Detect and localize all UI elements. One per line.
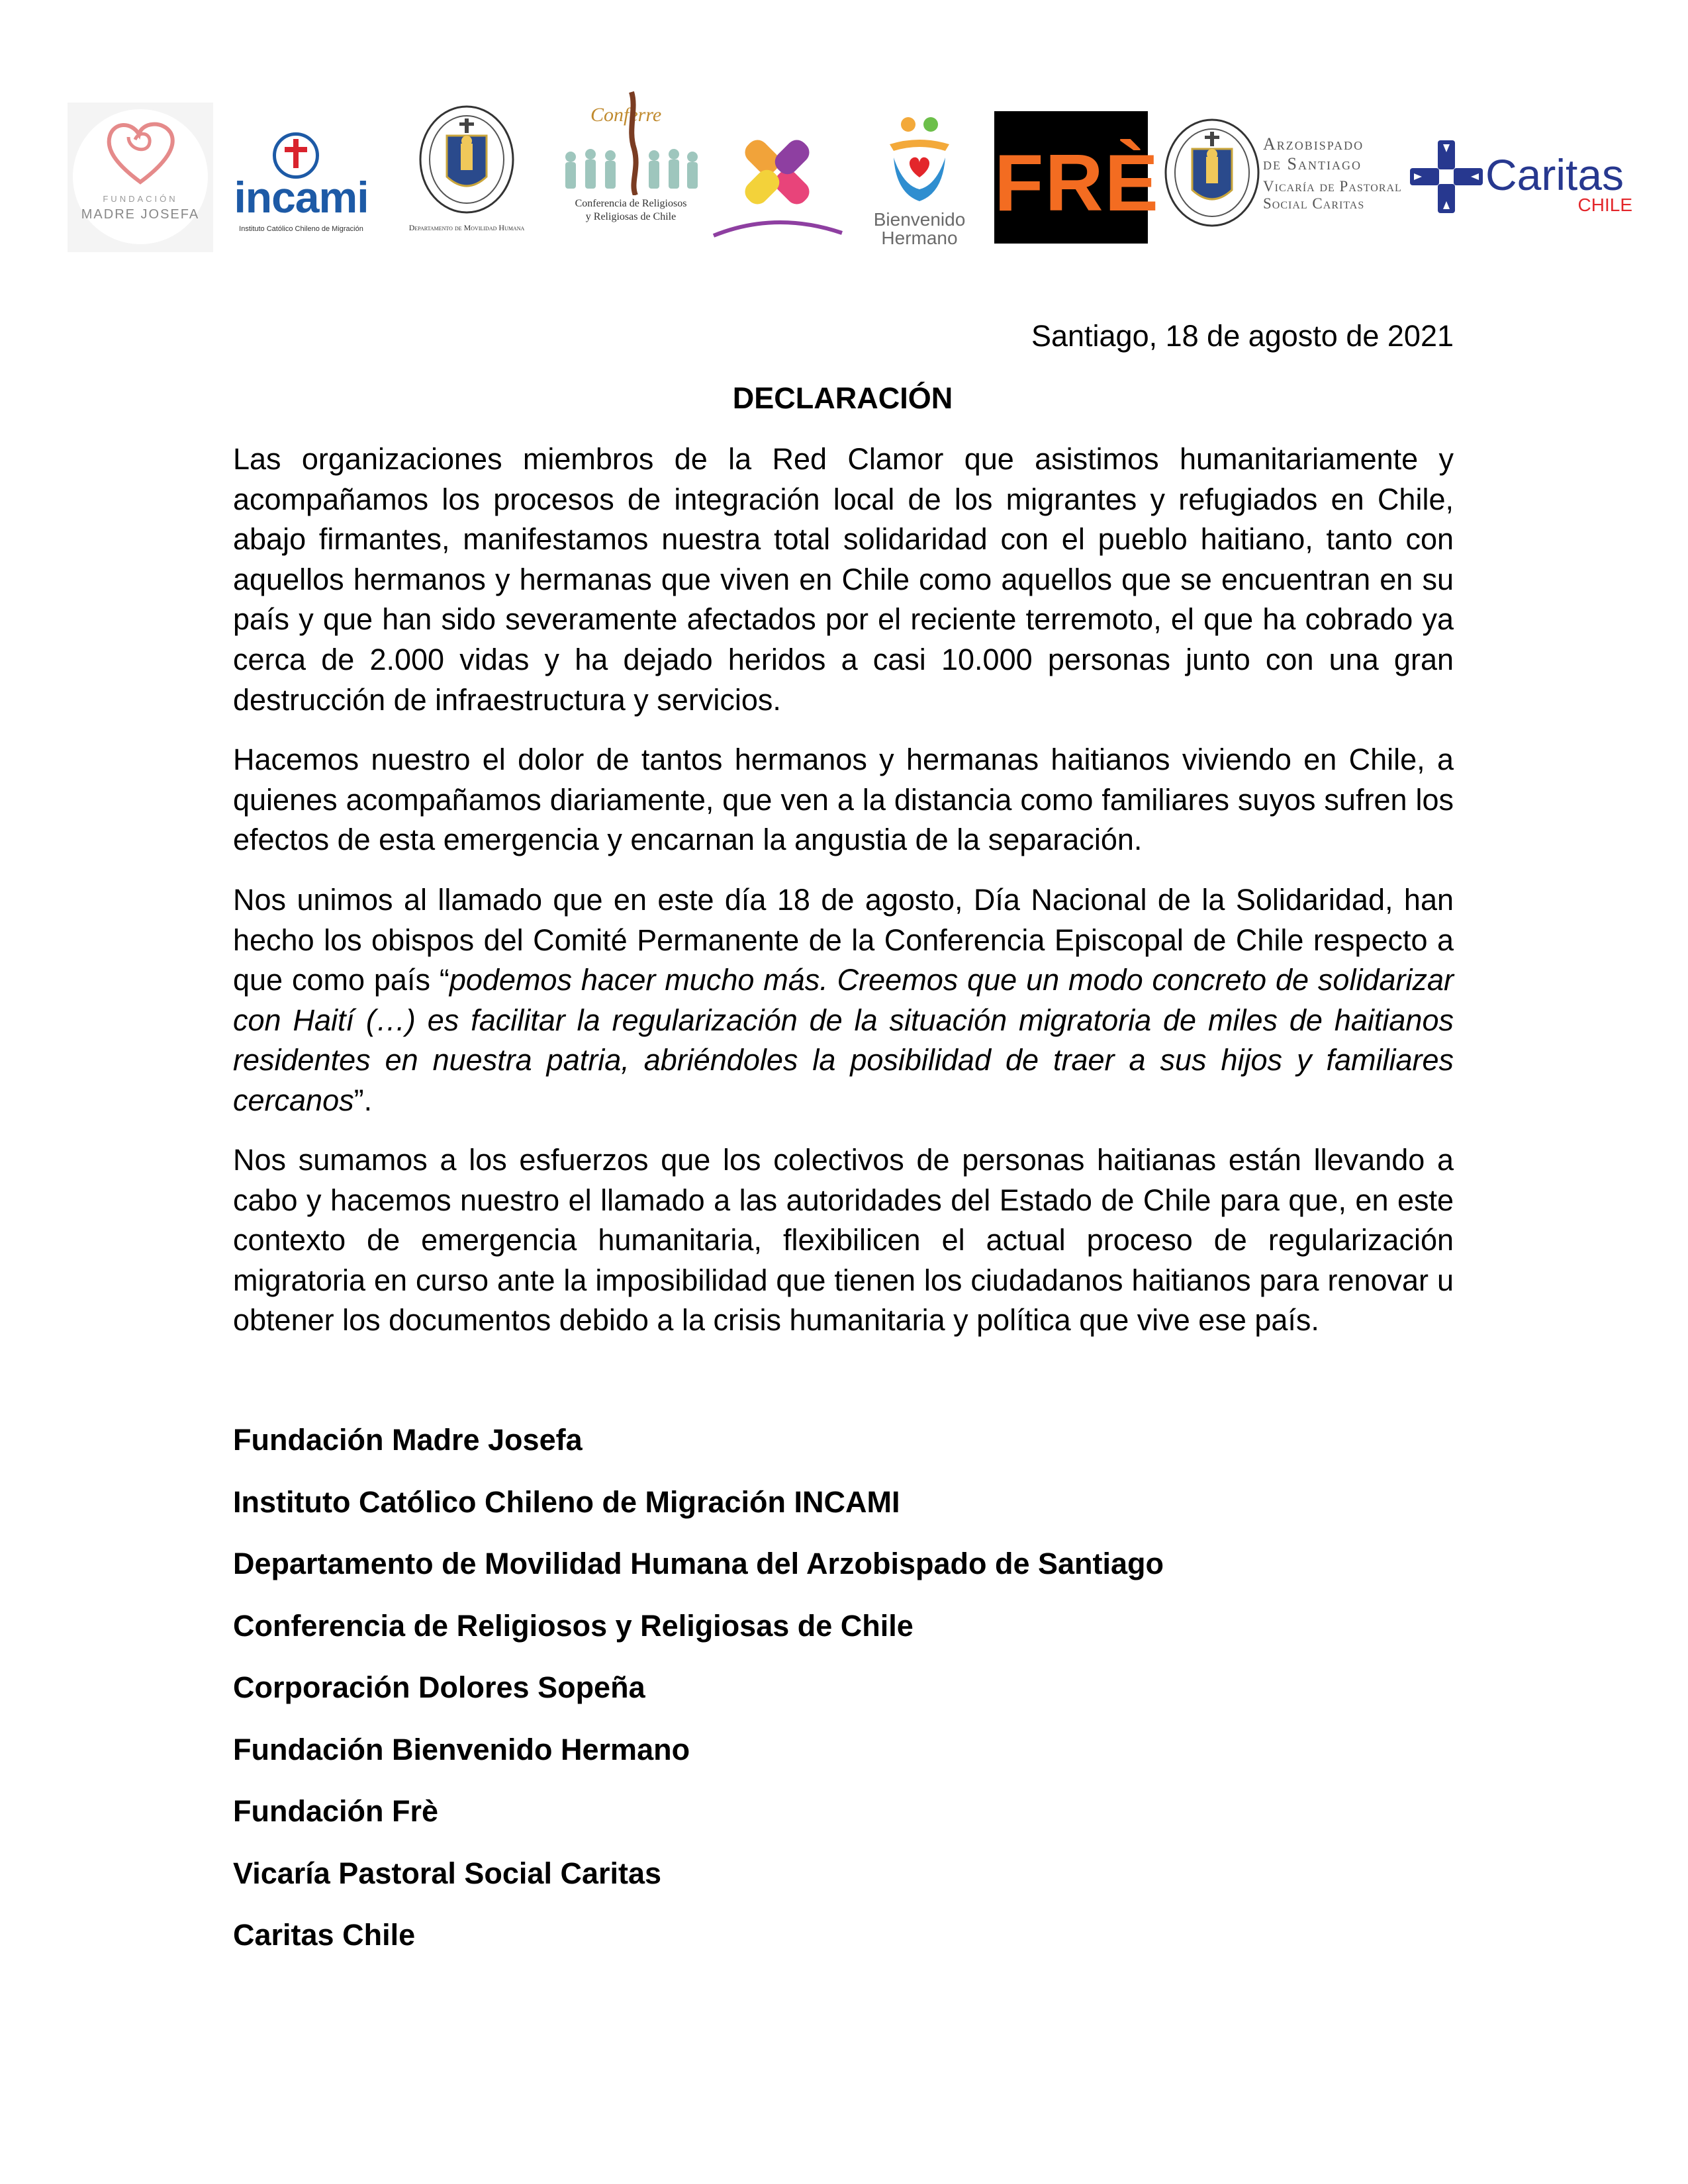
caritas-country: CHILE bbox=[1577, 195, 1632, 215]
logo-incami bbox=[222, 126, 380, 242]
signatory: Corporación Dolores Sopeña bbox=[233, 1670, 645, 1704]
signatory: Vicaría Pastoral Social Caritas bbox=[233, 1856, 662, 1890]
heart-icon bbox=[102, 117, 179, 186]
caritas-wordmark: Caritas bbox=[1485, 150, 1624, 199]
paragraph-3 bbox=[233, 880, 1454, 1121]
incami-subtitle: Instituto Católico Chileno de Migración bbox=[239, 225, 363, 233]
document-title: DECLARACIÓN bbox=[732, 381, 953, 415]
paragraph-1: Las organizaciones miembros de la Red Clamor que asistimos humanitariamente y acompañamos los procesos de integración local de los migrantes y refugiados en Chile, abajo firmantes, manifestamos nuestra total solidaridad con el pueblo haitiano, tanto con aquellos hermanos y hermanas que viven en Chile como aquellos que se encuentran en su país y que han sido severamente afectados por el reciente terremoto, el que ha cobrado ya cerca de 2.000 vidas y ha dejado heridos a casi 10.000 personas junto con una gran destrucción de infraestructura y servicios. bbox=[233, 442, 1454, 717]
conferre-line2: y Religiosas de Chile bbox=[585, 211, 677, 222]
paragraph-3-intro: Nos unimos al llamado que en este día 18 de agosto, Día Nacional de la Solidaridad, han hecho los obispos del Comité Permanente de la Conferencia Episcopal de Chile respecto a que como país “ bbox=[233, 883, 1454, 997]
paragraph-2: Hacemos nuestro el dolor de tantos hermanos y hermanas haitianos viviendo en Chile, a quienes acompañamos diariamente, que ven a la distancia como familiares suyos sufren los efectos de esta emergencia y encarnan la angustia de la separación. bbox=[233, 743, 1454, 857]
signatory: Conferencia de Religiosos y Religiosas de Chile bbox=[233, 1608, 914, 1643]
arzobispado-line4: Social Caritas bbox=[1263, 195, 1365, 212]
signatory: Fundación Bienvenido Hermano bbox=[233, 1732, 690, 1766]
signatory: Instituto Católico Chileno de Migración INCAMI bbox=[233, 1484, 900, 1519]
logo-fundacion-madre-josefa bbox=[68, 103, 213, 252]
conferre-wordmark: Conferre bbox=[590, 104, 662, 126]
logo-conferre bbox=[557, 89, 704, 232]
logo-arzobispado-vicaria bbox=[1162, 116, 1405, 232]
seal-icon bbox=[1162, 116, 1262, 230]
signatory: Fundación Frè bbox=[233, 1794, 439, 1828]
document-date: Santiago, 18 de agosto de 2021 bbox=[1031, 319, 1454, 353]
logo-bienvenido-hermano bbox=[870, 111, 969, 247]
conferre-line1: Conferencia de Religiosos bbox=[575, 198, 687, 209]
madre-josefa-line1: FUNDACIÓN bbox=[103, 194, 178, 204]
logo-fre bbox=[994, 111, 1160, 244]
signatories-list bbox=[233, 1420, 1164, 1978]
paragraph-4: Nos sumamos a los esfuerzos que los colectivos de personas haitianas están llevando a cabo y hacemos nuestro el llamado a las autoridades del Estado de Chile para que, en este contexto de emergencia humanitaria, flexibilicen el actual proceso de regularización migratoria en curso ante la imposibilidad que tienen los ciudadanos haitianos para renovar u obtener los documentos debido a la crisis humanitaria y política que vive ese país. bbox=[233, 1143, 1454, 1338]
bishops-quote: podemos hacer mucho más. Creemos que un modo concreto de solidarizar con Haití (…) es facilitar la regularización de la situación migratoria de miles de haitianos residentes en nuestra patria, abriéndoles la posibilidad de traer a sus hijos y familiares cercanos bbox=[233, 963, 1454, 1117]
colored-cross-icon bbox=[710, 124, 845, 240]
movilidad-caption: Departamento de Movilidad Humana bbox=[408, 223, 525, 232]
bienvenido-line2: Hermano bbox=[881, 228, 958, 248]
logo-caritas-chile bbox=[1410, 139, 1635, 215]
signatory: Departamento de Movilidad Humana del Arzobispado de Santiago bbox=[233, 1547, 1164, 1580]
people-group-icon bbox=[557, 89, 704, 195]
hands-heart-icon bbox=[870, 111, 969, 210]
arzobispado-line1: Arzobispado bbox=[1263, 134, 1364, 154]
madre-josefa-line2: MADRE JOSEFA bbox=[81, 207, 200, 222]
paragraph-3-end: ”. bbox=[353, 1083, 373, 1117]
signatory: Fundación Madre Josefa bbox=[233, 1423, 583, 1457]
logo-departamento-movilidad-humana bbox=[384, 103, 549, 243]
fre-wordmark: FRÈ bbox=[994, 138, 1160, 228]
arzobispado-line2: de Santiago bbox=[1263, 154, 1362, 173]
logo-dolores-sopena bbox=[710, 124, 845, 240]
arzobispado-line3: Vicaría de Pastoral bbox=[1263, 178, 1402, 195]
signatory: Caritas Chile bbox=[233, 1918, 416, 1952]
incami-wordmark: incami bbox=[234, 173, 369, 222]
bienvenido-line1: Bienvenido bbox=[873, 209, 966, 230]
seal-icon bbox=[417, 103, 516, 216]
caritas-cross-icon bbox=[1410, 140, 1483, 213]
